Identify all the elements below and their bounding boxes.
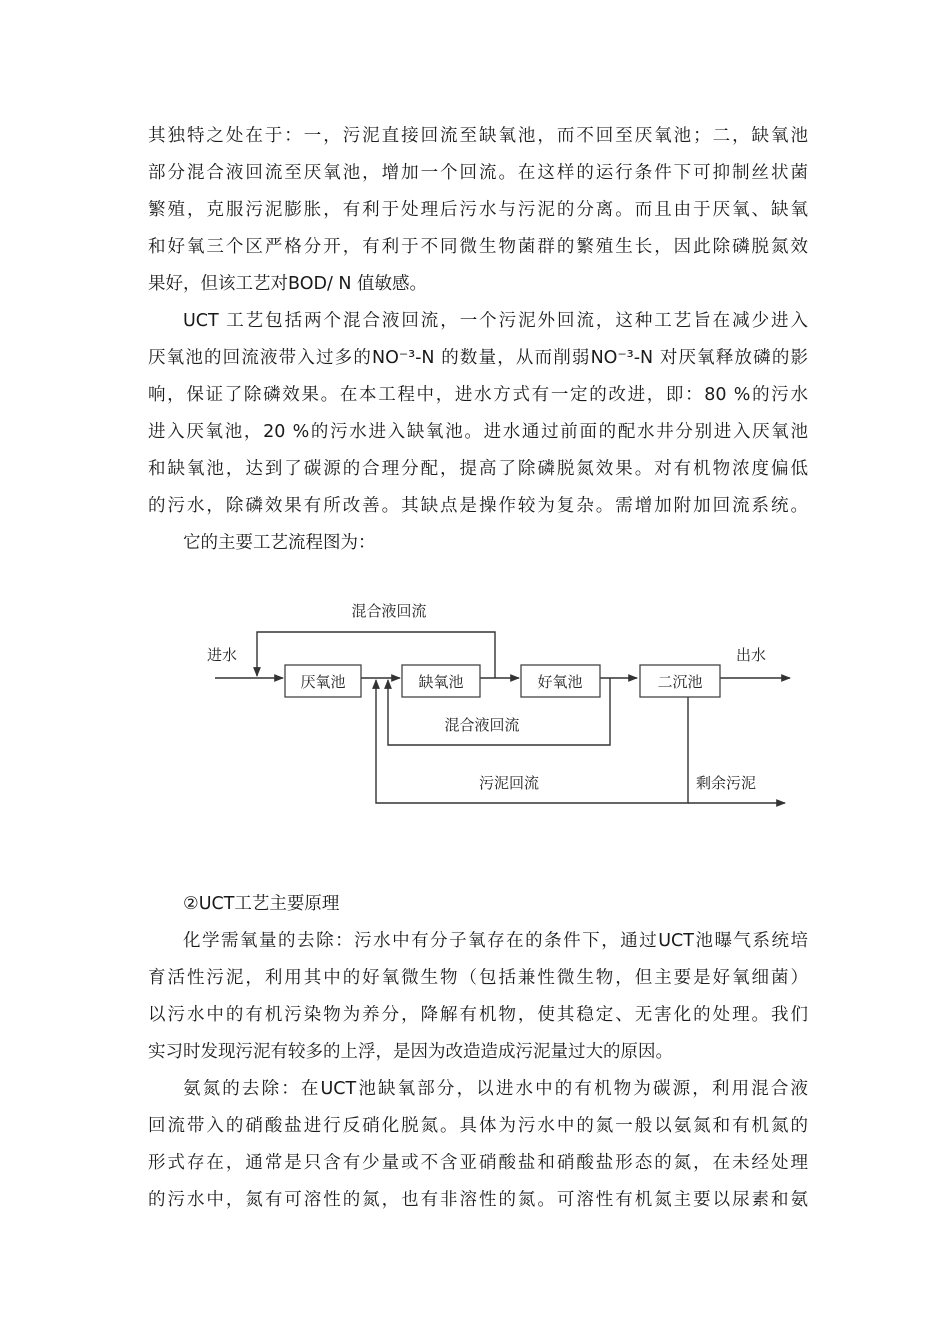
text-line: 化学需氧量的去除：污水中有分子氧存在的条件下，通过UCT池曝气系统培 bbox=[183, 931, 808, 951]
text-line: 氨氮的去除：在UCT池缺氧部分，以进水中的有机物为碳源，利用混合液 bbox=[183, 1079, 808, 1099]
text-line: 和好氧三个区严格分开，有利于不同微生物菌群的繁殖生长，因此除磷脱氮效 bbox=[148, 237, 808, 257]
paragraph-2 bbox=[148, 303, 808, 562]
inflow-label: 进水 bbox=[207, 646, 238, 664]
excess-sludge-label: 剩余污泥 bbox=[695, 774, 757, 792]
secondary-clarifier-label: 二沉池 bbox=[657, 673, 703, 691]
text-line: 进入厌氧池，20 %的污水进入缺氧池。进水通过前面的配水井分别进入厌氧池 bbox=[148, 422, 808, 442]
text-line: 回流带入的硝酸盐进行反硝化脱氮。具体为污水中的氮一般以氨氮和有机氮的 bbox=[148, 1116, 808, 1136]
text-line: 的污水中，氮有可溶性的氮，也有非溶性的氮。可溶性有机氮主要以尿素和氨 bbox=[148, 1190, 808, 1210]
text-line: 厌氧池的回流液带入过多的NO⁻³-N 的数量，从而削弱NO⁻³-N 对厌氧释放磷的影 bbox=[148, 348, 808, 368]
mixed-liquor-return-top-label: 混合液回流 bbox=[351, 602, 427, 620]
section-heading: ②UCT工艺主要原理 bbox=[183, 894, 340, 914]
text-line: 部分混合液回流至厌氧池，增加一个回流。在这样的运行条件下可抑制丝状菌 bbox=[148, 163, 808, 183]
anaerobic-tank-label: 厌氧池 bbox=[300, 673, 346, 691]
aerobic-tank-label: 好氧池 bbox=[537, 673, 583, 691]
text-line: UCT 工艺包括两个混合液回流，一个污泥外回流，这种工艺旨在减少进入 bbox=[183, 311, 808, 331]
text-line: 和缺氧池，达到了碳源的合理分配，提高了除磷脱氮效果。对有机物浓度偏低 bbox=[148, 459, 808, 479]
text-line: 实习时发现污泥有较多的上浮，是因为改造造成污泥量过大的原因。 bbox=[148, 1042, 673, 1062]
section-2 bbox=[148, 886, 808, 1219]
text-line: 形式存在，通常是只含有少量或不含亚硝酸盐和硝酸盐形态的氮，在未经处理 bbox=[148, 1153, 808, 1173]
text-line: 以污水中的有机污染物为养分，降解有机物，使其稳定、无害化的处理。我们 bbox=[148, 1005, 808, 1025]
sludge-return-label: 污泥回流 bbox=[478, 774, 540, 792]
text-line: 繁殖，克服污泥膨胀，有利于处理后污水与污泥的分离。而且由于厌氧、缺氧 bbox=[148, 200, 808, 220]
paragraph-1 bbox=[148, 118, 808, 303]
text-line: 果好，但该工艺对BOD/ N 值敏感。 bbox=[148, 274, 428, 294]
text-line: 育活性污泥，利用其中的好氧微生物（包括兼性微生物，但主要是好氧细菌） bbox=[148, 968, 808, 988]
anoxic-tank-label: 缺氧池 bbox=[418, 673, 464, 691]
flow-intro: 它的主要工艺流程图为： bbox=[183, 533, 376, 553]
uct-process-flow-diagram bbox=[195, 590, 795, 820]
text-line: 的污水，除磷效果有所改善。其缺点是操作较为复杂。需增加附加回流系统。 bbox=[148, 496, 808, 516]
outflow-label: 出水 bbox=[736, 646, 767, 664]
mixed-liquor-return-bottom-label: 混合液回流 bbox=[444, 716, 520, 734]
text-line: 响，保证了除磷效果。在本工程中，进水方式有一定的改进，即：80 %的污水 bbox=[148, 385, 808, 405]
text-line: 其独特之处在于：一，污泥直接回流至缺氧池，而不回至厌氧池；二，缺氧池 bbox=[148, 126, 808, 146]
